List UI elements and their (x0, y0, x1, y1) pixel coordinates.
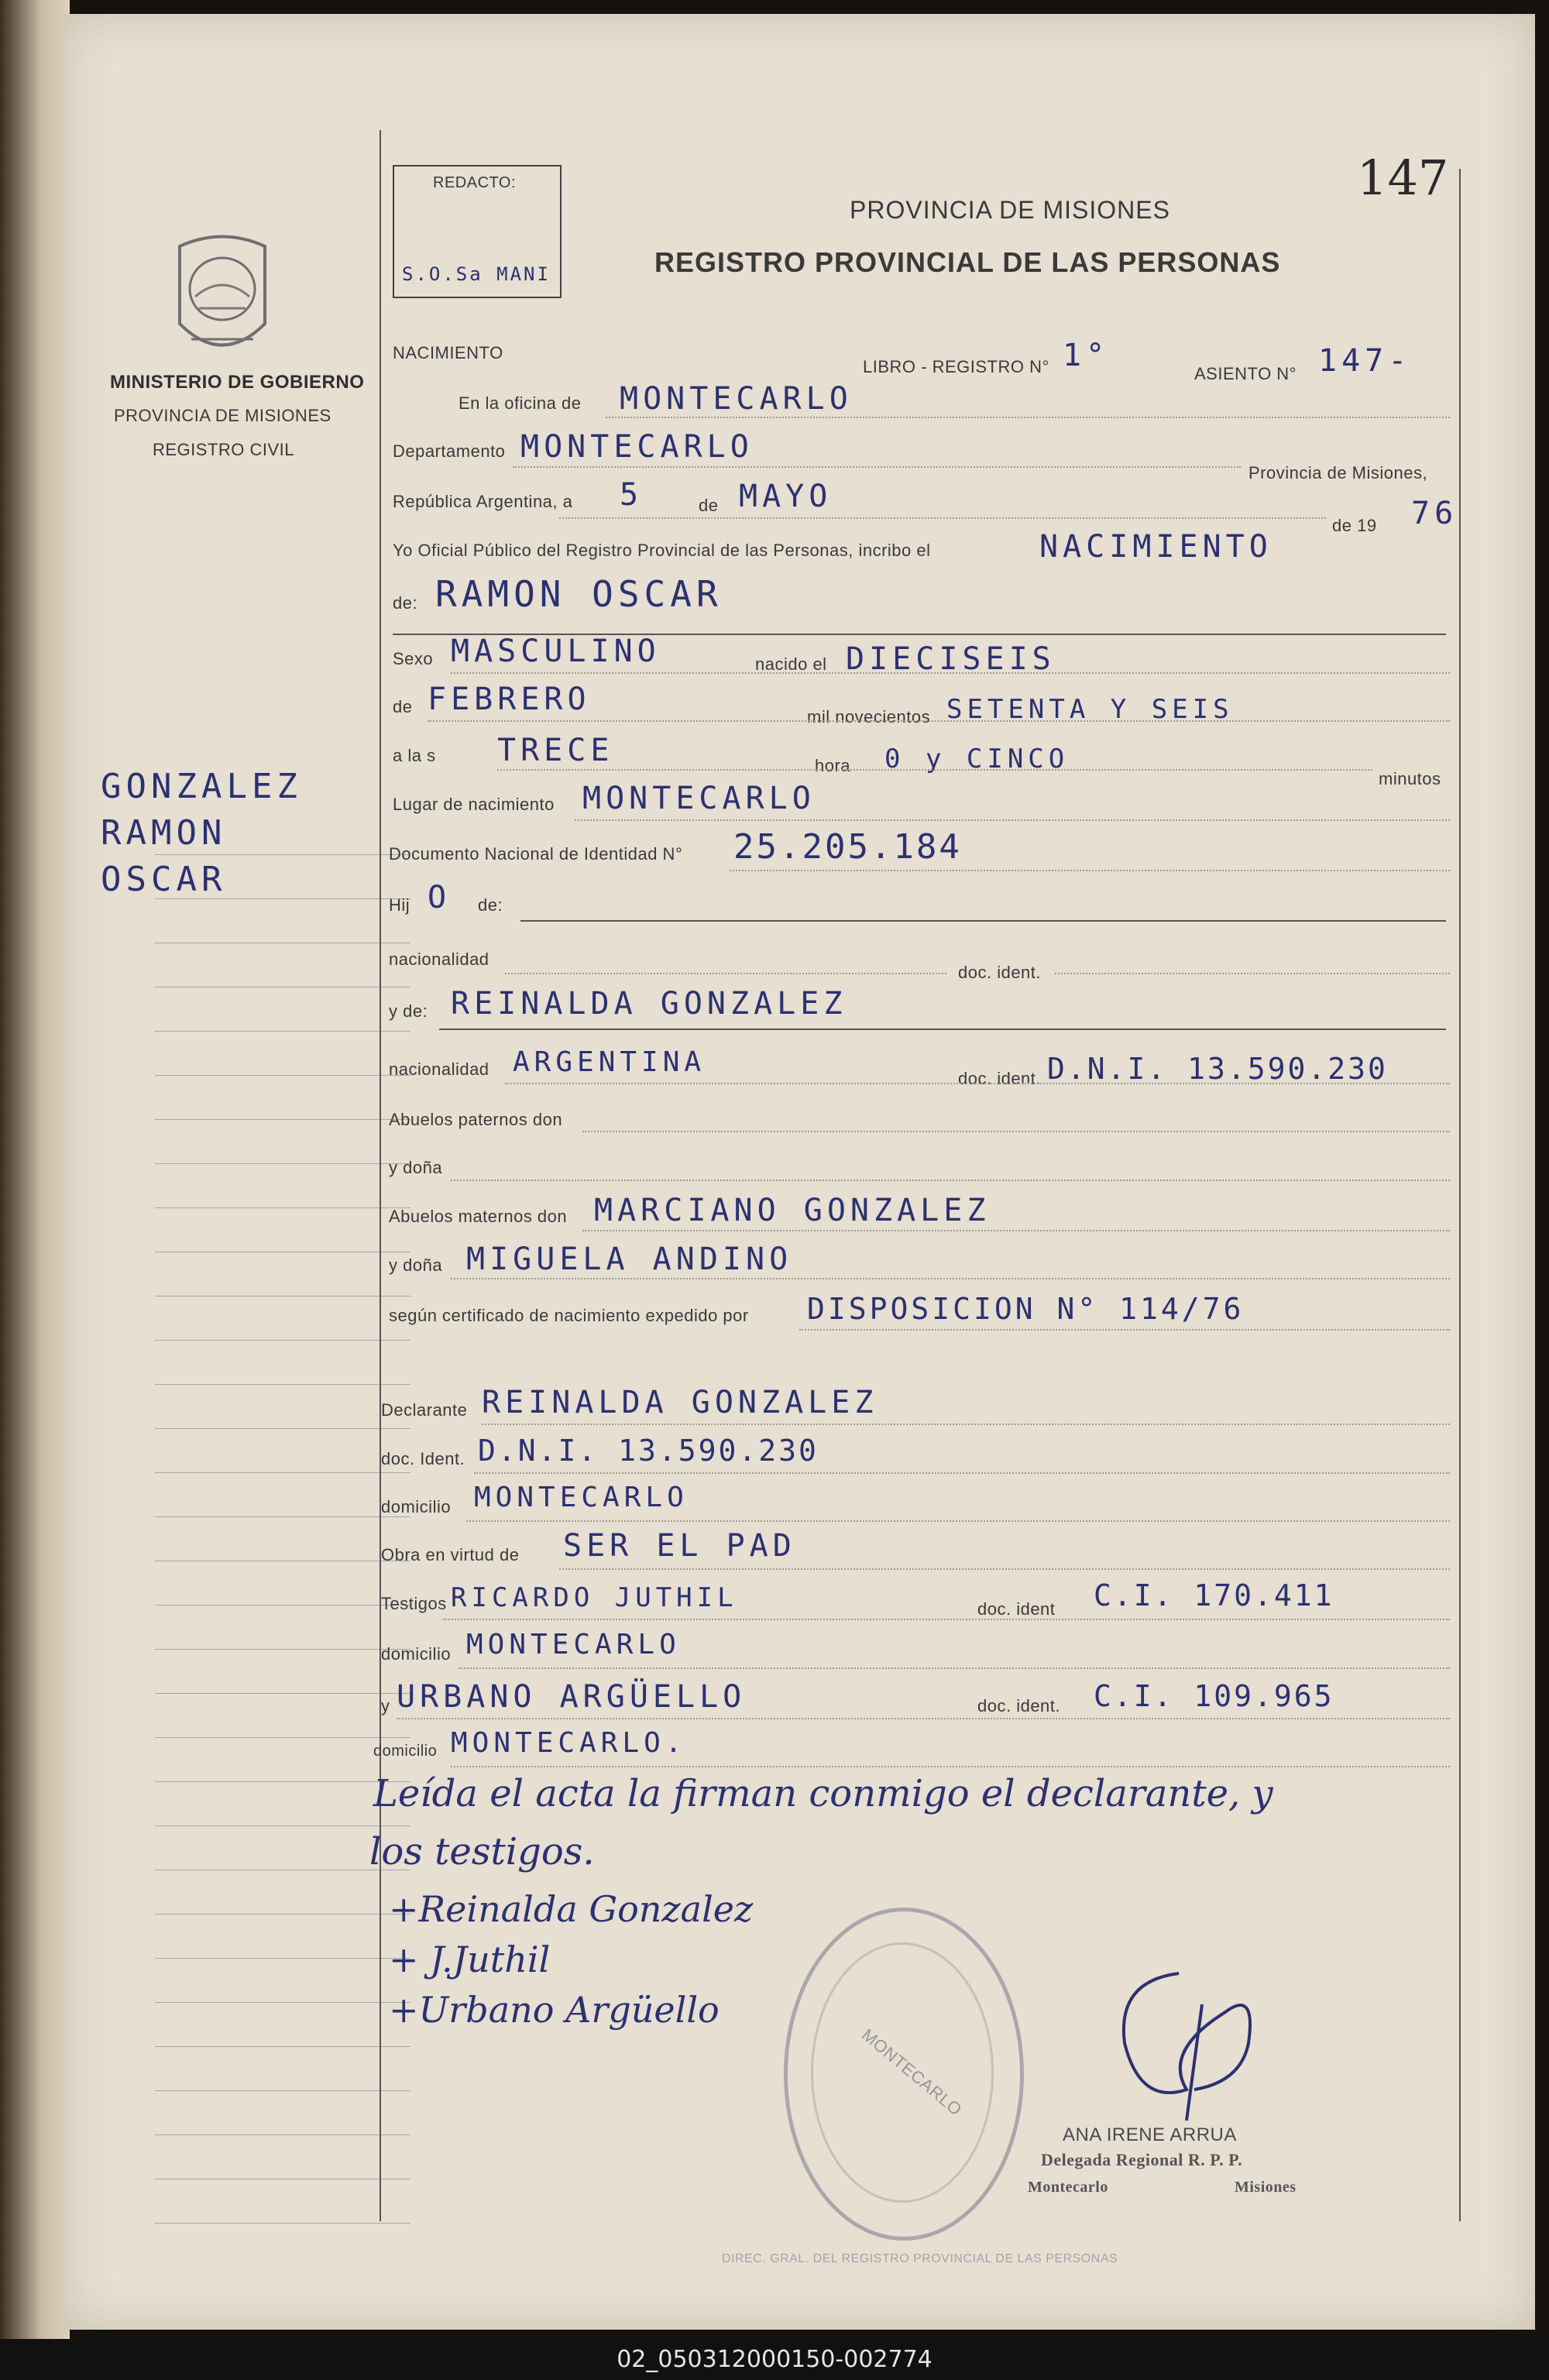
hora-value: TRECE (497, 733, 614, 768)
testigo2-doc-label: doc. ident. (977, 1696, 1061, 1715)
margin-rule-line (155, 1649, 410, 1650)
closing-line1: Leída el acta la firman conmigo el declarante, y (373, 1772, 1273, 1815)
dotted-line (451, 1278, 1450, 1279)
dotted-line (443, 1619, 1450, 1620)
header-province: PROVINCIA DE MISIONES (850, 196, 1170, 224)
nacido-label: nacido el (755, 654, 827, 674)
nacido-dia-value: DIECISEIS (846, 641, 1056, 677)
dotted-line (428, 720, 1450, 722)
coat-of-arms-icon (164, 231, 280, 370)
testigo1-value: RICARDO JUTHIL (451, 1582, 738, 1613)
nacido-mes-value: FEBRERO (428, 682, 591, 717)
abuelos-pat-label: Abuelos paternos don (389, 1110, 563, 1129)
dotted-line (482, 1424, 1450, 1425)
doc-ident-decl-value: D.N.I. 13.590.230 (478, 1434, 819, 1468)
section-line (520, 920, 1446, 922)
minutos-label: minutos (1379, 769, 1441, 788)
lugar-value: MONTECARLO (582, 781, 816, 816)
margin-name1: RAMON (101, 813, 227, 853)
signature-1: +Reinalda Gonzalez (389, 1888, 754, 1930)
nacionalidad1-label: nacionalidad (389, 950, 489, 969)
provincia-label: Provincia de Misiones, (1248, 463, 1428, 483)
nacimiento-label: NACIMIENTO (393, 343, 503, 362)
ministry-title: MINISTERIO DE GOBIERNO (110, 372, 365, 393)
domicilio3-label: domicilio (373, 1743, 438, 1760)
domicilio1-value: MONTECARLO (474, 1482, 689, 1513)
de-nombre-label: de: (393, 593, 418, 613)
departamento-label: Departamento (393, 441, 506, 461)
dotted-line (606, 417, 1450, 418)
margin-rule-line (155, 1781, 410, 1782)
margin-rule-line (155, 2002, 410, 2003)
de-label: de (699, 496, 719, 515)
doc-ident-decl-label: doc. Ident. (381, 1449, 465, 1468)
margin-rule-line (155, 1207, 410, 1208)
obra-value: SER EL PAD (563, 1528, 796, 1564)
segun-value: DISPOSICION N° 114/76 (807, 1292, 1245, 1326)
page-number: 147 (1357, 149, 1449, 206)
dotted-line (799, 1329, 1450, 1331)
margin-rule-line (155, 2134, 410, 2135)
redacto-box (393, 165, 562, 298)
alas-label: a la s (393, 746, 436, 765)
nacionalidad2-label: nacionalidad (389, 1059, 489, 1079)
margin-rule-line (155, 2223, 410, 2224)
official-stamp (784, 1908, 1024, 2241)
declarante-value: REINALDA GONZALEZ (482, 1385, 878, 1420)
testigo2-doc-value: C.I. 109.965 (1094, 1679, 1334, 1713)
abuelos-mat-label: Abuelos maternos don (389, 1207, 568, 1226)
oficina-value: MONTECARLO (620, 381, 853, 417)
margin-name2: OSCAR (101, 860, 227, 899)
nacionalidad2-value: ARGENTINA (513, 1046, 706, 1078)
margin-rule-line (155, 1340, 410, 1341)
official-place1: Montecarlo (1028, 2179, 1108, 2196)
header-registry: REGISTRO PROVINCIAL DE LAS PERSONAS (654, 246, 1281, 278)
margin-rule-line (155, 1163, 410, 1164)
hora-label: hora (815, 756, 851, 775)
ydona2-label: y doña (389, 1255, 443, 1275)
anio-label: de 19 (1332, 516, 1377, 535)
declarante-label: Declarante (381, 1400, 468, 1420)
oficial-text: Yo Oficial Público del Registro Provincial de las Personas, incribo el (393, 541, 931, 560)
dotted-line (559, 1568, 1450, 1570)
hijo-de-label: de: (478, 895, 503, 915)
dotted-line (451, 1180, 1450, 1181)
margin-rule-line (155, 1825, 410, 1826)
ministry-registry: REGISTRO CIVIL (153, 440, 295, 459)
signature-3: +Urbano Argüello (389, 1989, 720, 2031)
book-binding (0, 0, 70, 2339)
oficina-label: En la oficina de (459, 393, 582, 413)
margin-rule-line (155, 1119, 410, 1120)
dotted-line (582, 1131, 1450, 1132)
section-line (439, 1029, 1446, 1030)
official-signature-icon (1086, 1958, 1287, 2136)
dotted-line (730, 870, 1450, 871)
yde-label: y de: (389, 1001, 428, 1021)
margin-rule-line (155, 1428, 410, 1429)
dotted-line (497, 769, 1372, 771)
lugar-label: Lugar de nacimiento (393, 795, 555, 814)
margin-rule-line (155, 1516, 410, 1517)
segun-label: según certificado de nacimiento expedido por (389, 1306, 749, 1325)
margin-rule-line (155, 1958, 410, 1959)
sexo-value: MASCULINO (451, 634, 661, 669)
dotted-line (505, 1083, 1450, 1084)
domicilio2-label: domicilio (381, 1644, 452, 1664)
official-place2: Misiones (1235, 2179, 1297, 2196)
nacido-anio-value: SETENTA Y SEIS (946, 694, 1234, 725)
abuela-mat-value: MIGUELA ANDINO (466, 1242, 793, 1277)
dotted-line (582, 1230, 1450, 1231)
docident1-label: doc. ident. (958, 963, 1042, 982)
sexo-label: Sexo (393, 649, 434, 668)
anio-value: 76 (1411, 496, 1458, 531)
acto-value: NACIMIENTO (1039, 529, 1273, 565)
dotted-line (451, 1766, 1450, 1767)
domicilio3-value: MONTECARLO. (451, 1727, 687, 1759)
official-title: Delegada Regional R. P. P. (1041, 2150, 1243, 2169)
hijo-value: O (428, 880, 452, 915)
y-label: y (381, 1696, 390, 1715)
registry-page (64, 14, 1535, 2330)
dotted-line (459, 1667, 1450, 1669)
mes-value: MAYO (739, 479, 833, 514)
dotted-line (397, 1718, 1450, 1719)
dni-value: 25.205.184 (733, 827, 962, 867)
ydona1-label: y doña (389, 1158, 443, 1177)
mil-label: mil novecientos (807, 707, 931, 726)
margin-rule-line (155, 1914, 410, 1915)
madre-value: REINALDA GONZALEZ (451, 986, 847, 1022)
dotted-line (575, 819, 1450, 821)
closing-line2: los testigos. (369, 1830, 595, 1873)
redacto-value: S.O.Sa MANI (402, 263, 551, 285)
left-frame-line (380, 130, 381, 2221)
testigo2-value: URBANO ARGÜELLO (397, 1679, 747, 1715)
official-name: ANA IRENE ARRUA (1063, 2124, 1237, 2145)
margin-rule-line (155, 2090, 410, 2091)
dotted-line (451, 672, 1450, 674)
margin-rule-line (155, 1472, 410, 1473)
asiento-label: ASIENTO N° (1194, 364, 1297, 383)
libro-label: LIBRO - REGISTRO N° (863, 357, 1049, 376)
testigo1-doc-value: C.I. 170.411 (1094, 1578, 1334, 1612)
stamp-inner-text: MONTECARLO (858, 2025, 966, 2120)
dotted-line (1055, 973, 1450, 974)
abuelo-mat-value: MARCIANO GONZALEZ (594, 1193, 991, 1228)
asiento-value: 147- (1318, 343, 1412, 379)
redacto-label: REDACTO: (433, 174, 516, 191)
margin-rule-line (155, 2046, 410, 2047)
docident2-value: D.N.I. 13.590.230 (1047, 1052, 1388, 1086)
nombre-value: RAMON OSCAR (435, 573, 723, 615)
ministry-province: PROVINCIA DE MISIONES (114, 406, 331, 425)
domicilio2-value: MONTECARLO (466, 1629, 681, 1661)
testigo1-doc-label: doc. ident (977, 1599, 1056, 1619)
margin-surname: GONZALEZ (101, 767, 302, 806)
docident2-label: doc. ident. (958, 1069, 1042, 1088)
margin-rule-line (155, 1031, 410, 1032)
dni-label: Documento Nacional de Identidad N° (389, 844, 683, 864)
signature-2: + J.Juthil (389, 1939, 551, 1980)
stamp-ring-text: DIREC. GRAL. DEL REGISTRO PROVINCIAL DE LAS PERSONAS (722, 2252, 1118, 2265)
margin-rule-line (155, 1737, 410, 1738)
margin-rule-line (155, 1605, 410, 1606)
margin-rule-line (155, 1075, 410, 1076)
footer-code: 02_050312000150-002774 (0, 2339, 1549, 2380)
libro-value: 1° (1063, 338, 1110, 373)
margin-rule-line (155, 854, 410, 855)
minutos-value: 0 y CINCO (884, 744, 1070, 774)
dotted-line (559, 517, 1326, 519)
hijo-label: Hij (389, 895, 410, 915)
dotted-line (505, 973, 946, 974)
departamento-value: MONTECARLO (520, 429, 754, 465)
republica-label: República Argentina, a (393, 492, 573, 511)
de2-label: de (393, 697, 413, 716)
margin-rule-line (155, 1693, 410, 1694)
dotted-line (513, 466, 1241, 468)
testigos-label: Testigos (381, 1594, 447, 1613)
dia-value: 5 (620, 477, 644, 513)
dotted-line (466, 1520, 1450, 1522)
right-frame-line (1459, 169, 1461, 2221)
margin-rule-line (155, 1384, 410, 1385)
domicilio1-label: domicilio (381, 1497, 452, 1516)
dotted-line (474, 1472, 1450, 1474)
obra-label: Obra en virtud de (381, 1545, 520, 1564)
